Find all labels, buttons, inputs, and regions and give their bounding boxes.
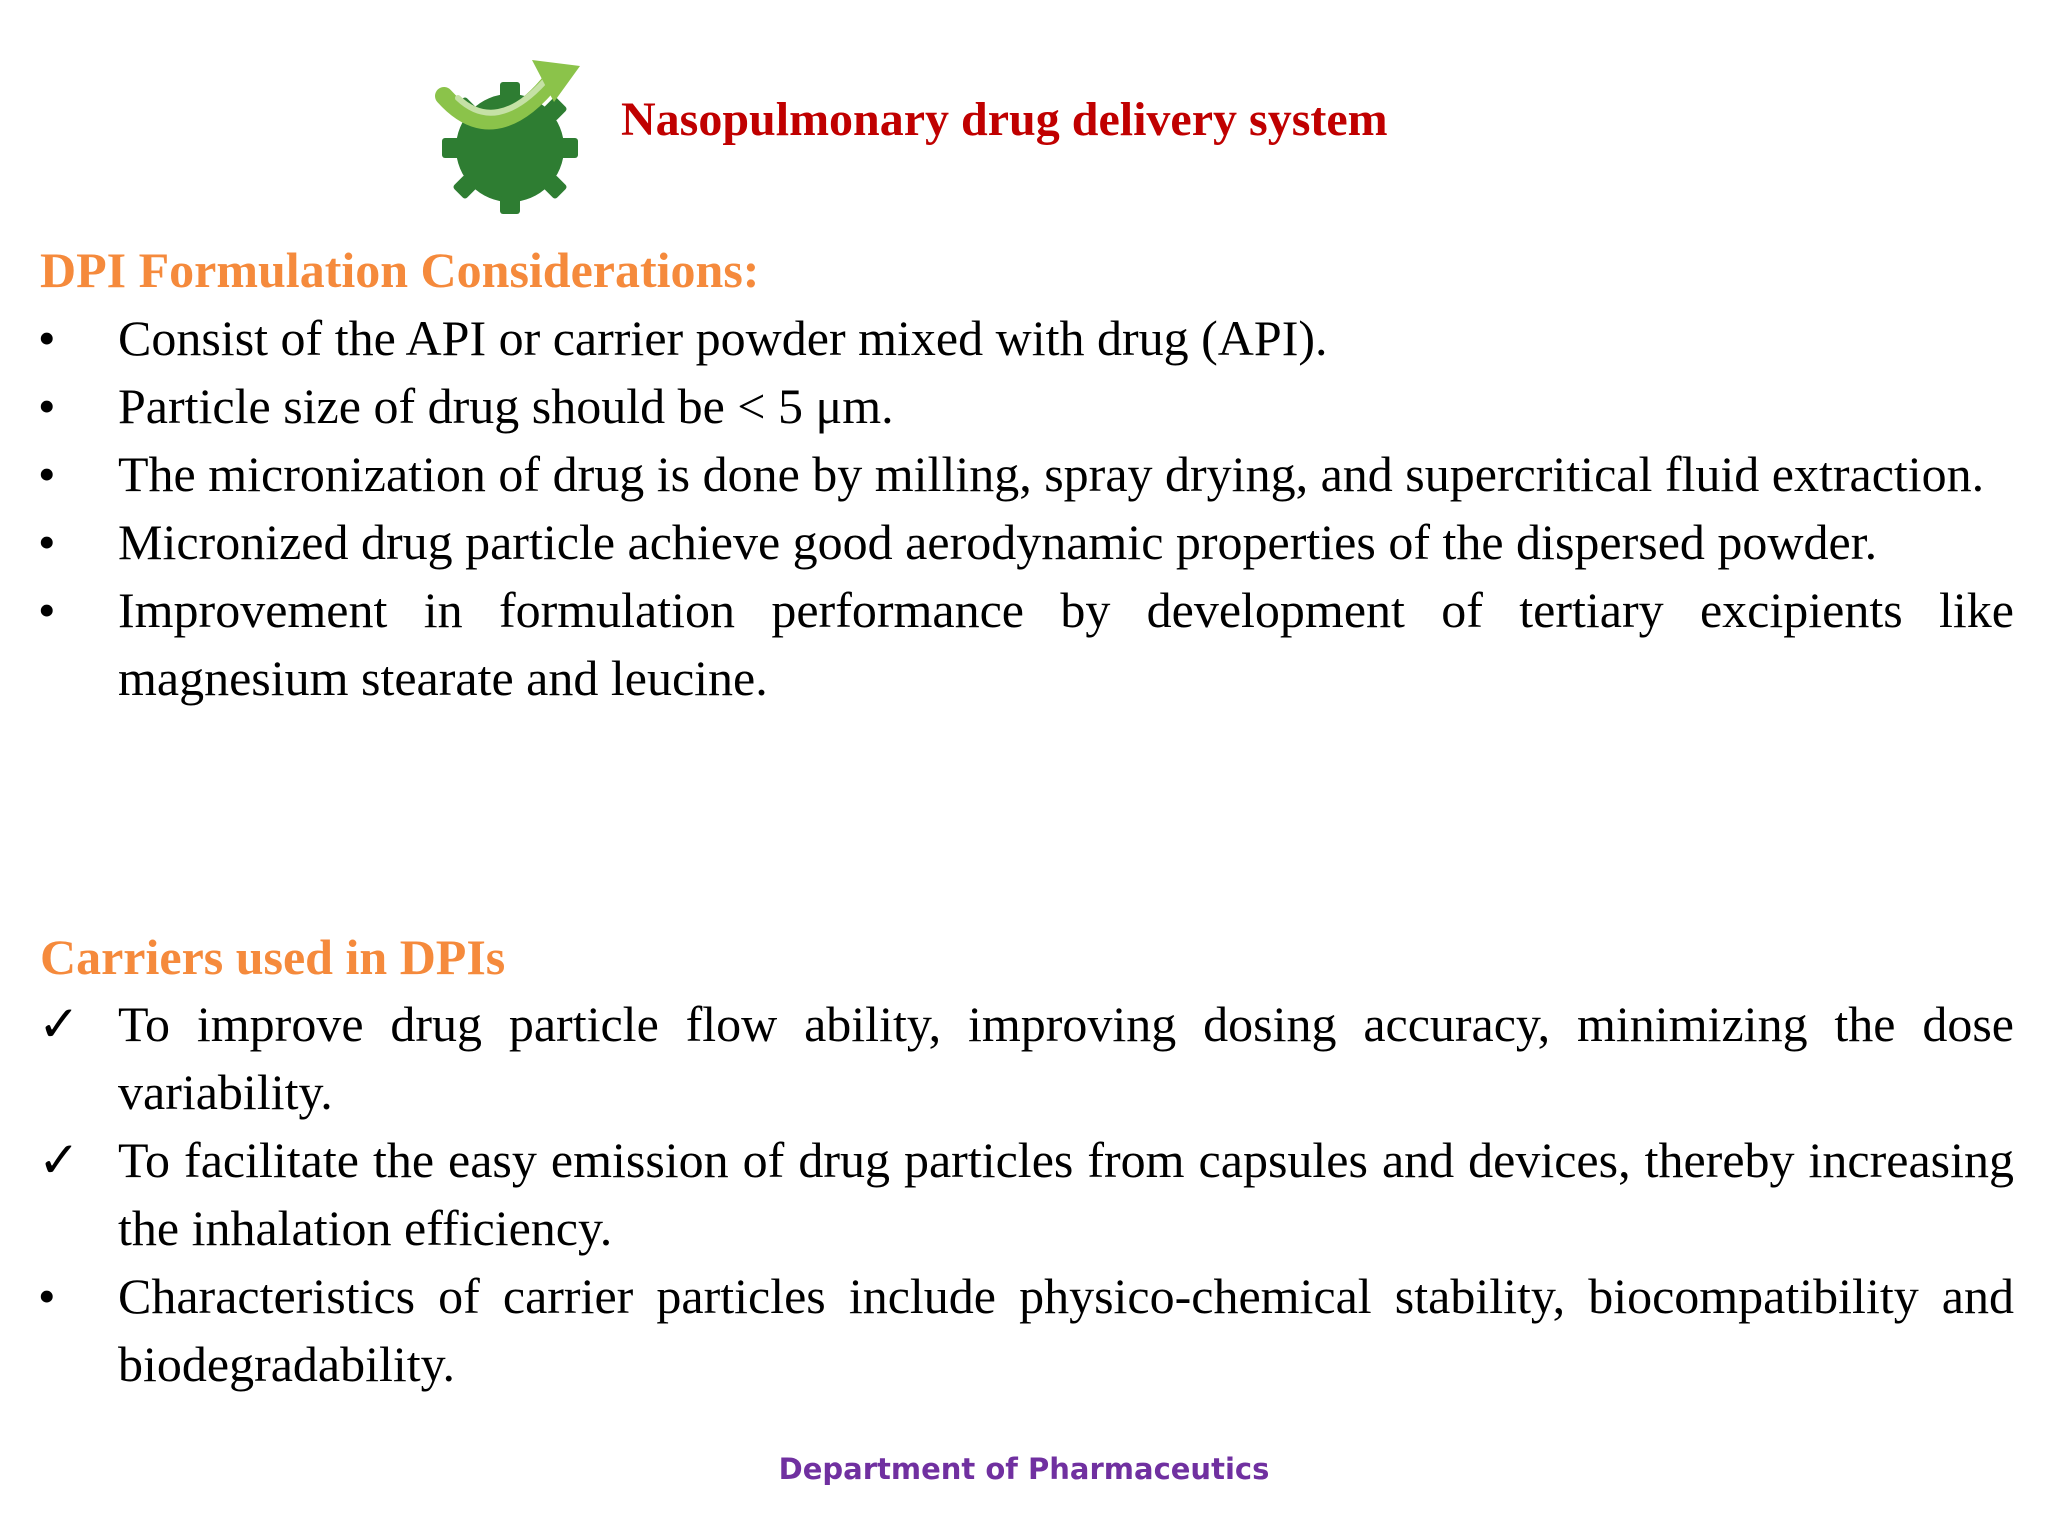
- list-item-text: To improve drug particle flow ability, improving dosing accuracy, minimizing the dose variability.: [118, 996, 2014, 1120]
- list-item-text: Characteristics of carrier particles include physico-chemical stability, biocompatibility and biodegradability.: [118, 1268, 2014, 1392]
- bullet-icon: •: [38, 310, 56, 366]
- gear-arrow-logo-icon: [434, 52, 586, 216]
- bullet-icon: •: [38, 446, 56, 502]
- list-item-text: To facilitate the easy emission of drug particles from capsules and devices, thereby increasing the inhalation efficiency.: [118, 1132, 2014, 1256]
- bullet-icon: •: [38, 514, 56, 570]
- list-item-text: Improvement in formulation performance by development of tertiary excipients like magnesium stearate and leucine.: [118, 582, 2014, 706]
- list-item: [0, 440, 2048, 508]
- bullet-icon: •: [38, 582, 56, 638]
- section-heading-dpi-formulation: DPI Formulation Considerations:: [40, 242, 760, 298]
- list-item-text: Consist of the API or carrier powder mixed with drug (API).: [118, 310, 1328, 366]
- checkmark-icon: ✓: [38, 996, 80, 1052]
- formulation-considerations-list: [0, 304, 2048, 712]
- list-item-text: The micronization of drug is done by milling, spray drying, and supercritical fluid extraction.: [118, 446, 1985, 502]
- list-item: [0, 304, 2048, 372]
- list-item-text: Particle size of drug should be < 5 μm.: [118, 378, 894, 434]
- list-item: [0, 372, 2048, 440]
- list-item: [0, 1126, 2048, 1262]
- checkmark-icon: ✓: [38, 1132, 80, 1188]
- carriers-list: [0, 990, 2048, 1398]
- footer-department: Department of Pharmaceutics: [778, 1452, 1270, 1486]
- list-item: [0, 990, 2048, 1126]
- list-item: [0, 508, 2048, 576]
- list-item: [0, 576, 2048, 712]
- list-item: [0, 1262, 2048, 1398]
- bullet-icon: •: [38, 378, 56, 434]
- slide-title: Nasopulmonary drug delivery system: [621, 93, 1388, 146]
- list-item-text: Micronized drug particle achieve good aerodynamic properties of the dispersed powder.: [118, 514, 1878, 570]
- section-heading-carriers: Carriers used in DPIs: [40, 929, 506, 985]
- bullet-icon: •: [38, 1268, 56, 1324]
